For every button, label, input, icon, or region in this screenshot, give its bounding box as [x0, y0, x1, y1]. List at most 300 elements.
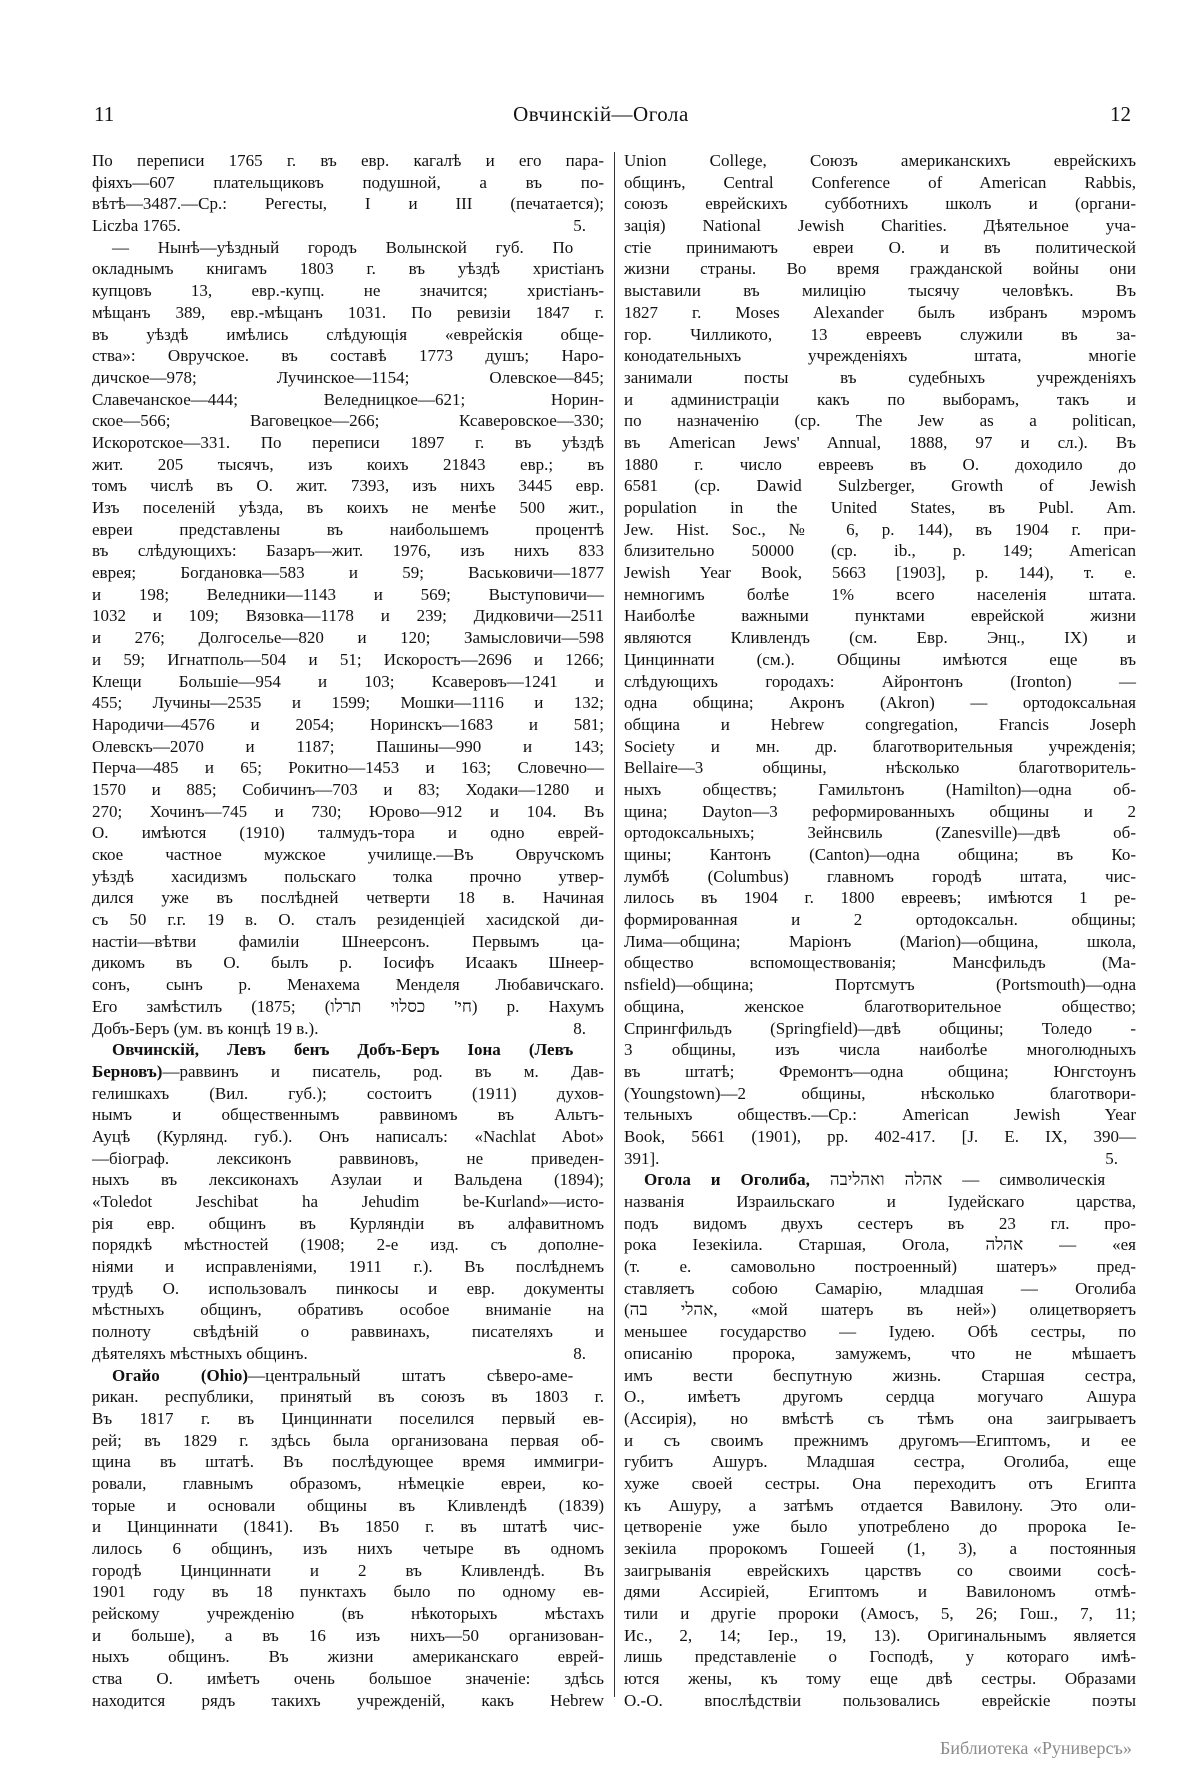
- text-line: [92, 280, 604, 302]
- text-line: [92, 1083, 604, 1105]
- text-line: [624, 1343, 1136, 1365]
- text-line: [624, 454, 1136, 476]
- text-line: [92, 1126, 604, 1148]
- line-text: ніями и исправленіями, 1911 г.). Въ послѣднемъ: [92, 1257, 604, 1277]
- line-text: Цинциннати (см.). Общины имѣются еще въ: [624, 649, 1136, 669]
- text-line: [92, 497, 604, 519]
- line-text: Его замѣстилъ (1875; (חי' כסלוי תרלו) р. Нахумъ: [92, 996, 604, 1016]
- text-line: [92, 1278, 604, 1300]
- text-line: [624, 150, 1136, 172]
- text-line: [92, 779, 604, 801]
- line-text: формированная и 2 ортодоксальн. общины;: [624, 910, 1136, 930]
- line-text: 1570 и 885; Собичинъ—703 и 83; Ходаки—1280 и: [92, 779, 604, 799]
- text-line: [624, 649, 1136, 671]
- text-line: [624, 345, 1136, 367]
- text-line: [624, 605, 1136, 627]
- column-divider: [614, 152, 615, 1697]
- article-heading: Берновъ): [92, 1061, 163, 1081]
- text-line: [92, 1668, 604, 1690]
- text-line: [92, 1213, 604, 1235]
- text-line: [92, 822, 604, 844]
- line-text: по назначенію (ср. The Jew as a politican,: [624, 411, 1136, 431]
- text-line: [92, 1148, 604, 1170]
- text-line: [624, 280, 1136, 302]
- text-line: [624, 1234, 1136, 1256]
- text-line: [624, 909, 1136, 931]
- line-text: описанію пророка, замужемъ, что не мѣшаетъ: [624, 1343, 1136, 1363]
- line-text: близительно 50000 (ср. ib., p. 149; American: [624, 541, 1136, 561]
- text-line: [92, 1039, 604, 1061]
- text-line: [624, 1213, 1136, 1235]
- line-text: губитъ Ашуръ. Младшая сестра, Оголиба, еще: [624, 1452, 1136, 1472]
- text-line: [92, 1516, 604, 1538]
- line-text: тили и другіе пророки (Амосъ, 5, 26; Гош., 7, 11;: [624, 1604, 1136, 1624]
- line-text: Jewish Year Book, 5663 [1903], p. 144), т. е.: [624, 563, 1136, 583]
- page-number-right: 12: [1110, 102, 1131, 126]
- text-line: [92, 1018, 604, 1040]
- text-line: [624, 1408, 1136, 1430]
- text-line: [624, 1560, 1136, 1582]
- author-sign: 5.: [573, 216, 586, 236]
- line-text: окладнымъ книгамъ 1803 г. въ уѣздѣ христіанъ: [92, 259, 604, 279]
- line-text: Искоротское—331. По переписи 1897 г. въ уѣздѣ: [92, 432, 604, 452]
- text-line: [624, 410, 1136, 432]
- line-text: гелишкахъ (Вил. губ.); состоитъ (1911) духов-: [92, 1083, 604, 1103]
- text-line: [92, 605, 604, 627]
- text-line: [92, 540, 604, 562]
- line-text: стіе принимаютъ евреи О. и въ политической: [624, 237, 1136, 257]
- text-line: [624, 1169, 1136, 1191]
- line-text: хуже своей сестры. Она переходитъ отъ Египта: [624, 1473, 1136, 1493]
- text-line: [624, 1451, 1136, 1473]
- text-line: [624, 562, 1136, 584]
- text-line: [92, 519, 604, 541]
- text-line: [624, 215, 1136, 237]
- line-text: Олевскъ—2070 и 1187; Пашины—990 и 143;: [92, 736, 604, 756]
- text-line: [92, 996, 604, 1018]
- text-line: [624, 822, 1136, 844]
- text-line: [624, 367, 1136, 389]
- line-text: евреи представлены въ наибольшемъ процентѣ: [92, 519, 604, 539]
- text-line: [624, 324, 1136, 346]
- line-text: жизни страны. Во время гражданской войны они: [624, 259, 1136, 279]
- text-line: [92, 1690, 604, 1712]
- line-text: population in the United States, въ Publ. Am.: [624, 498, 1136, 517]
- line-text: слѣдующихъ городахъ: Айронтонъ (Ironton) —: [624, 671, 1136, 691]
- line-text: Добъ-Беръ (ум. въ концѣ 19 в.).: [92, 1018, 319, 1038]
- line-text: 270; Хочинъ—745 и 730; Юрово—912 и 104. Въ: [92, 801, 604, 821]
- line-text: и больше), а въ 16 изъ нихъ—50 организован-: [92, 1625, 604, 1645]
- line-text: названія Израильскаго и Іудейскаго царства,: [624, 1192, 1136, 1211]
- text-line: [624, 1039, 1136, 1061]
- line-text: ства»: Овручское. въ составѣ 1773 душъ; Наро-: [92, 346, 604, 366]
- text-line: [624, 801, 1136, 823]
- text-line: [624, 258, 1136, 280]
- line-text: Лима—община; Маріонъ (Marion)—община, школа,: [624, 931, 1136, 951]
- line-text: городѣ Цинциннати и 2 въ Кливлендѣ. Въ: [92, 1560, 604, 1580]
- text-line: [92, 193, 604, 215]
- line-text: дикомъ въ О. былъ р. Іосифъ Исаакъ Шнеер-: [92, 953, 604, 973]
- text-line: [92, 258, 604, 280]
- text-line: [92, 974, 604, 996]
- text-line: [92, 389, 604, 411]
- line-text: дичское—978; Лучинское—1154; Олевское—845;: [92, 367, 604, 387]
- line-text: ское—566; Ваговецкое—266; Ксаверовское—330;: [92, 411, 604, 431]
- text-line: [92, 1408, 604, 1430]
- line-text: Клещи Большіе—954 и 103; Ксаверовъ—1241 и: [92, 671, 604, 691]
- line-text: Спрингфильдъ (Springfield)—двѣ общины; Толедо -: [624, 1018, 1136, 1038]
- text-line: [92, 1495, 604, 1517]
- text-line: [92, 952, 604, 974]
- line-text: Society и мн. др. благотворительныя учрежденія;: [624, 736, 1136, 756]
- line-text: Перча—485 и 65; Рокитно—1453 и 163; Словечно—: [92, 758, 604, 778]
- text-line: [92, 692, 604, 714]
- text-line: [92, 150, 604, 172]
- line-text: община, женское благотворительное общество;: [624, 996, 1136, 1016]
- line-text: уѣздѣ хасидизмъ польскаго толка прочно утвер-: [92, 866, 604, 886]
- line-text: Book, 5661 (1901), pp. 402-417. [J. E. IX, 390—: [624, 1126, 1136, 1146]
- line-text: съ 50 г.г. 19 в. О. сталъ резиденціей хасидской ди-: [92, 910, 604, 930]
- line-text: рейскому учрежденію (въ нѣкоторыхъ мѣстахъ: [92, 1604, 604, 1624]
- line-text: союзъ еврейскихъ субботнихъ школъ и (органи-: [624, 194, 1136, 214]
- line-text: 3 общины, изъ числа наиболѣе многолюдныхъ: [624, 1040, 1136, 1060]
- text-line: [92, 887, 604, 909]
- text-line: [624, 736, 1136, 758]
- line-text: 455; Лучины—2535 и 1599; Мошки—1116 и 132;: [92, 693, 604, 713]
- line-text: Славечанское—444; Веледницкое—621; Норин-: [92, 389, 604, 409]
- line-text: Bellaire—3 общины, нѣсколько благотворитель-: [624, 758, 1136, 778]
- line-text: и 276; Долгоселье—820 и 120; Замысловичи—598: [92, 628, 604, 648]
- line-text: въ American Jews' Annual, 1888, 97 и сл.). Въ: [624, 432, 1136, 452]
- text-line: [624, 1061, 1136, 1083]
- line-text: —раввинъ и писатель, род. въ м. Дав-: [162, 1061, 604, 1081]
- text-line: [92, 757, 604, 779]
- text-line: [92, 1299, 604, 1321]
- text-line: [624, 692, 1136, 714]
- text-line: [92, 1061, 604, 1083]
- text-line: [92, 562, 604, 584]
- text-line: [624, 237, 1136, 259]
- text-line: [92, 345, 604, 367]
- text-line: [92, 1191, 604, 1213]
- text-line: [92, 1169, 604, 1191]
- line-text: (Youngstown)—2 общины, нѣсколько благотвори-: [624, 1083, 1136, 1103]
- line-text: Jew. Hist. Soc., № 6, p. 144), въ 1904 г. при-: [624, 519, 1136, 539]
- text-line: [624, 1148, 1136, 1170]
- line-text: щина; Dayton—3 реформированныхъ общины и 2: [624, 801, 1136, 821]
- line-text: къ Ашуру, а затѣмъ отдается Вавилону. Это оли-: [624, 1495, 1136, 1515]
- text-line: [92, 1451, 604, 1473]
- line-text: въ слѣдующихъ: Базаръ—жит. 1976, изъ нихъ 833: [92, 541, 604, 561]
- text-line: [92, 671, 604, 693]
- line-text: нымъ и общественнымъ раввиномъ въ Альтъ-: [92, 1105, 604, 1125]
- text-line: [624, 996, 1136, 1018]
- text-line: [624, 1581, 1136, 1603]
- line-text: фіяхъ—607 плательщиковъ подушной, а въ по-: [92, 172, 604, 192]
- line-text: рей; въ 1829 г. здѣсь была организована первая об-: [92, 1430, 604, 1450]
- line-text: лилось 6 общинъ, изъ нихъ четыре въ одномъ: [92, 1539, 604, 1558]
- text-line: [624, 1473, 1136, 1495]
- line-text: конодательныхъ учрежденіяхъ штата, многіе: [624, 346, 1136, 366]
- text-line: [624, 475, 1136, 497]
- line-text: ныхъ въ лексиконахъ Азулаи и Вальдена (1894);: [92, 1170, 604, 1190]
- line-text: имъ вести беспутную жизнь. Старшая сестра,: [624, 1365, 1136, 1385]
- line-text: еврея; Богдановка—583 и 59; Васьковичи—1877: [92, 563, 604, 583]
- text-line: [624, 844, 1136, 866]
- line-text: дями Ассиріей, Египтомъ и Вавилономъ отмѣ-: [624, 1582, 1136, 1602]
- line-text: О.-О. впослѣдствіи пользовались еврейскіе поэты: [624, 1690, 1136, 1710]
- text-line: [624, 1430, 1136, 1452]
- text-line: [92, 302, 604, 324]
- text-line: [624, 540, 1136, 562]
- line-text: жит. 205 тысячъ, изъ коихъ 21843 евр.; въ: [92, 454, 604, 474]
- text-line: [624, 1191, 1136, 1213]
- text-line: [92, 1538, 604, 1560]
- text-line: [92, 866, 604, 888]
- line-text: томъ числѣ въ О. жит. 7393, изъ нихъ 3445 евр.: [92, 476, 604, 496]
- line-text: 1827 г. Moses Alexander былъ избранъ мэромъ: [624, 302, 1136, 322]
- text-line: [624, 1690, 1136, 1712]
- text-line: [92, 1365, 604, 1387]
- line-text: одна община; Акронъ (Akron) — ортодоксальная: [624, 693, 1136, 713]
- text-line: [92, 1646, 604, 1668]
- author-sign: 5.: [1105, 1148, 1118, 1168]
- line-text: ныхъ обществъ; Гамильтонъ (Hamilton)—одна об-: [624, 779, 1136, 799]
- line-text: трудѣ О. использовалъ пинкосы и евр. документы: [92, 1278, 604, 1298]
- line-text: торые и основали общины въ Кливлендѣ (1839): [92, 1495, 604, 1515]
- line-text: порядкѣ мѣстностей (1908; 2-е изд. съ дополне-: [92, 1235, 604, 1255]
- line-text: и съ своимъ прежнимъ другомъ—Египтомъ, и ее: [624, 1430, 1136, 1450]
- line-text: являются Кливлендъ (см. Евр. Энц., IX) и: [624, 628, 1136, 648]
- text-line: [624, 952, 1136, 974]
- text-line: [92, 432, 604, 454]
- text-line: [92, 1560, 604, 1582]
- line-text: —центральный штатъ сѣверо-аме-: [248, 1365, 574, 1385]
- line-text: О., имѣетъ другомъ сердца могучаго Ашура: [624, 1387, 1136, 1407]
- text-line: [624, 432, 1136, 454]
- text-line: [624, 1299, 1136, 1321]
- line-text: אהלה ואהליבה — символическія: [809, 1170, 1106, 1190]
- line-text: лилось въ 1904 г. 1800 евреевъ; имѣются 1 ре-: [624, 888, 1136, 908]
- text-line: [92, 736, 604, 758]
- text-line: [624, 193, 1136, 215]
- line-text: Изъ поселеній уѣзда, въ коихъ не менѣе 500 жит.,: [92, 498, 604, 517]
- line-text: занимали посты въ судебныхъ учрежденіяхъ: [624, 367, 1136, 387]
- text-line: [624, 584, 1136, 606]
- text-line: [92, 475, 604, 497]
- text-line: [92, 1321, 604, 1343]
- line-text: «Toledot Jeschibat ha Jehudim be-Kurland»—исто-: [92, 1192, 604, 1211]
- text-line: [92, 367, 604, 389]
- text-line: [624, 779, 1136, 801]
- text-line: [624, 1386, 1136, 1408]
- article-heading: Овчинскій, Левъ бенъ Добъ-Беръ Іона (Левъ: [112, 1040, 574, 1060]
- line-text: лумбѣ (Columbus) главномъ городѣ штата, чис-: [624, 866, 1136, 886]
- text-line: [624, 1083, 1136, 1105]
- text-line: [624, 671, 1136, 693]
- line-text: Ауцѣ (Курлянд. губ.). Онъ написалъ: «Nachlat Abot»: [92, 1126, 604, 1146]
- left-column: [92, 150, 604, 1712]
- text-line: [624, 1278, 1136, 1300]
- line-text: (אהלי בה, «мой шатеръ въ ней») олицетворяетъ: [624, 1300, 1136, 1320]
- line-text: щина въ штатѣ. Въ послѣдующее время иммигри-: [92, 1452, 604, 1472]
- text-line: [624, 497, 1136, 519]
- text-line: [92, 931, 604, 953]
- line-text: 1032 и 109; Вязовка—1178 и 239; Дидковичи—2511: [92, 606, 604, 626]
- text-line: [92, 172, 604, 194]
- line-text: настіи—вѣтви фамиліи Шнеерсонъ. Первымъ ца-: [92, 931, 604, 951]
- text-line: [624, 1495, 1136, 1517]
- line-text: 6581 (ср. Dawid Sulzberger, Growth of Jewish: [624, 476, 1136, 496]
- article-heading: Огола и Оголиба,: [644, 1170, 810, 1190]
- text-line: [92, 1104, 604, 1126]
- line-text: тельныхъ обществъ.—Ср.: American Jewish Year: [624, 1105, 1136, 1125]
- line-text: рія евр. общинъ въ Курляндіи въ алфавитномъ: [92, 1213, 604, 1233]
- text-line: [92, 844, 604, 866]
- line-text: Въ 1817 г. въ Цинциннати поселился первый ев-: [92, 1408, 604, 1428]
- line-text: ставляетъ собою Самарію, младшая — Оголиба: [624, 1278, 1136, 1298]
- text-line: [624, 1603, 1136, 1625]
- line-text: гор. Чилликото, 13 евреевъ служили въ за-: [624, 324, 1136, 344]
- line-text: немногимъ болѣе 1% всего населенія штата.: [624, 584, 1136, 604]
- text-line: [92, 324, 604, 346]
- text-line: [92, 1343, 604, 1365]
- author-sign: 8.: [573, 1018, 586, 1038]
- line-text: въ уѣздѣ имѣлись слѣдующія «еврейскія обще-: [92, 324, 604, 344]
- text-line: [92, 714, 604, 736]
- line-text: ства О. имѣетъ очень большое значеніе: здѣсь: [92, 1669, 604, 1689]
- text-line: [92, 1234, 604, 1256]
- line-text: общество вспомоществованія; Мансфильдъ (Ma-: [624, 953, 1136, 973]
- page-number-left: 11: [94, 102, 115, 126]
- text-line: [92, 1256, 604, 1278]
- text-line: [624, 1321, 1136, 1343]
- text-line: [92, 215, 604, 237]
- line-text: —біограф. лексиконъ раввиновъ, не приведен-: [92, 1148, 604, 1168]
- line-text: щины; Кантонъ (Canton)—одна община; въ Ко-: [624, 845, 1136, 864]
- text-line: [92, 1625, 604, 1647]
- line-text: находится рядъ такихъ учрежденій, какъ Hebrew: [92, 1690, 604, 1710]
- line-text: купцовъ 13, евр.-купц. не значится; христіанъ-: [92, 281, 604, 301]
- line-text: ское частное мужское училище.—Въ Овручскомъ: [92, 845, 604, 864]
- line-text: 1880 г. число евреевъ въ О. доходило до: [624, 454, 1136, 474]
- text-line: [92, 410, 604, 432]
- line-text: ныхъ общинъ. Въ жизни американскаго еврей-: [92, 1647, 604, 1667]
- text-line: [92, 801, 604, 823]
- text-line: [92, 1603, 604, 1625]
- text-line: [624, 1104, 1136, 1126]
- line-text: дѣятеляхъ мѣстныхъ общинъ.: [92, 1343, 308, 1363]
- text-line: [92, 584, 604, 606]
- text-line: [624, 1365, 1136, 1387]
- line-text: мѣщанъ 389, евр.-мѣщанъ 1031. По ревизіи 1847 г.: [92, 302, 604, 322]
- line-text: общинъ, Central Conference of American Rabbis,: [624, 172, 1136, 192]
- text-line: [624, 627, 1136, 649]
- library-watermark: Библиотека «Руниверсъ»: [940, 1738, 1132, 1758]
- text-line: [92, 627, 604, 649]
- right-column: [624, 150, 1136, 1712]
- text-line: [92, 1386, 604, 1408]
- text-line: [624, 172, 1136, 194]
- text-line: [624, 714, 1136, 736]
- line-text: и администраціи какъ по выборамъ, такъ и: [624, 389, 1136, 409]
- text-line: [92, 649, 604, 671]
- line-text: (Ассирія), но вмѣстѣ съ тѣмъ она заигрываетъ: [624, 1408, 1136, 1428]
- running-title: Овчинскій—Огола: [513, 102, 689, 126]
- line-text: По переписи 1765 г. въ евр. кагалѣ и его пара-: [92, 151, 604, 170]
- line-text: въ штатѣ; Фремонтъ—одна община; Юнгстоунъ: [624, 1061, 1136, 1081]
- line-text: 391].: [624, 1148, 660, 1168]
- text-line: [92, 909, 604, 931]
- text-line: [624, 302, 1136, 324]
- text-line: [624, 974, 1136, 996]
- text-line: [92, 237, 604, 259]
- line-text: Наиболѣе важными пунктами еврейской жизни: [624, 606, 1136, 626]
- author-sign: 8.: [573, 1343, 586, 1363]
- line-text: и Цинциннати (1841). Въ 1850 г. въ штатѣ чис-: [92, 1517, 604, 1537]
- text-line: [624, 866, 1136, 888]
- line-text: цетвореніе уже было употреблено до пророка Іе-: [624, 1517, 1136, 1537]
- line-text: Liczba 1765.: [92, 216, 181, 236]
- line-text: меньшее государство — Іудею. Обѣ сестры, по: [624, 1322, 1136, 1342]
- article-heading: Огайо (Ohio): [112, 1365, 249, 1385]
- text-line: [624, 1646, 1136, 1668]
- line-text: ровали, главнымъ образомъ, нѣмецкіе евреи, ко-: [92, 1473, 604, 1493]
- text-line: [624, 757, 1136, 779]
- line-text: 1901 году въ 18 пунктахъ было по одному ев-: [92, 1582, 604, 1602]
- line-text: община и Hebrew congregation, Francis Joseph: [624, 714, 1136, 734]
- line-text: рока Іезекіила. Старшая, Огола, אהלה — «ея: [624, 1235, 1137, 1255]
- line-text: и 198; Веледники—1143 и 569; Выступовичи—: [92, 584, 604, 604]
- line-text: О. имѣются (1910) талмудъ-тора и одно еврей-: [92, 823, 604, 843]
- line-text: Ис., 2, 14; Іер., 19, 13). Оригинальнымъ является: [624, 1625, 1136, 1645]
- line-text: мѣстныхъ общинъ, обративъ особое вниманіе на: [92, 1300, 604, 1320]
- text-line: [624, 389, 1136, 411]
- line-text: ортодоксальныхъ; Зейнсвиль (Zanesville)—двѣ об-: [624, 823, 1136, 843]
- text-line: [624, 1625, 1136, 1647]
- line-text: Union College, Союзъ американскихъ еврейскихъ: [624, 151, 1136, 170]
- text-line: [624, 1126, 1136, 1148]
- line-text: и 59; Игнатполь—504 и 51; Искоростъ—2696 и 1266;: [92, 649, 604, 669]
- line-text: Народичи—4576 и 2054; Норинскъ—1683 и 581;: [92, 714, 604, 734]
- text-line: [624, 1256, 1136, 1278]
- line-text: nsfield)—община; Портсмутъ (Portsmouth)—одна: [624, 975, 1136, 995]
- text-line: [624, 1018, 1136, 1040]
- text-line: [624, 519, 1136, 541]
- line-text: дился уже въ послѣдней четверти 18 в. Начиная: [92, 888, 604, 908]
- line-text: — Нынѣ—уѣздный городъ Волынской губ. По: [112, 237, 574, 257]
- line-text: зація) National Jewish Charities. Дѣятельное уча-: [624, 216, 1136, 236]
- line-text: (т. е. самовольно построенный) шатеръ» пред-: [624, 1257, 1136, 1277]
- text-line: [624, 887, 1136, 909]
- text-line: [624, 931, 1136, 953]
- text-line: [92, 454, 604, 476]
- text-line: [92, 1581, 604, 1603]
- line-text: подъ видомъ двухъ сестеръ въ 23 гл. про-: [624, 1213, 1136, 1233]
- line-text: заигрыванія еврейскихъ царствъ со своими сосѣ-: [624, 1560, 1136, 1580]
- text-line: [624, 1516, 1136, 1538]
- text-line: [92, 1430, 604, 1452]
- line-text: полноту свѣдѣній о раввинахъ, писателяхъ и: [92, 1322, 604, 1342]
- line-text: выставили въ милицію тысячу человѣкъ. Въ: [624, 281, 1136, 301]
- text-line: [624, 1538, 1136, 1560]
- line-text: вѣтѣ—3487.—Ср.: Регесты, I и III (печатается);: [92, 194, 604, 214]
- text-line: [92, 1473, 604, 1495]
- line-text: лишь представленіе о Господѣ, у котораго имѣ-: [624, 1647, 1136, 1667]
- line-text: зекіила пророкомъ Гошеей (1, 3), а постоянныя: [624, 1539, 1136, 1558]
- line-text: сонъ, сынъ р. Менахема Менделя Любавичскаго.: [92, 975, 604, 995]
- line-text: рикан. республики, принятый въ союзъ въ 1803 г.: [92, 1387, 604, 1407]
